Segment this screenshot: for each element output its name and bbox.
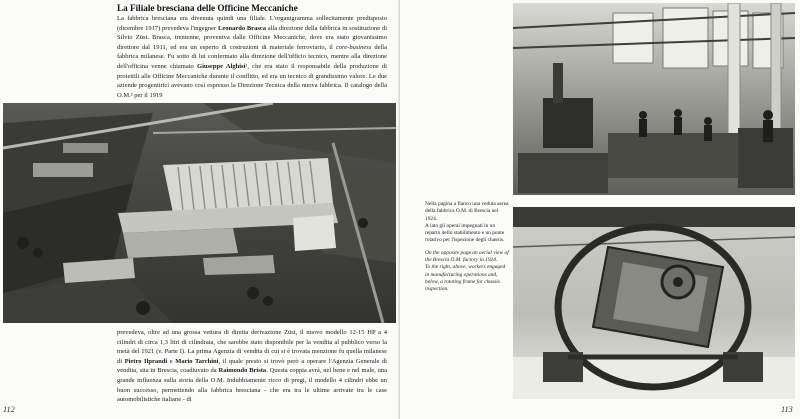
text-run: prevedeva, oltre ad una grossa vettura di diretta derivazione Züst, il nuovo modello 12-15 HP a 4 cilindri di circa 1,3 litri di cilindrata, che sarebbe stato disponibile per la vendita al pubblico verso la metà del 1921 (v. Parte I). La prima Agenzia di vendita di cui si è trovata menzione fu quella milanese di [117,329,387,365]
text-run: Pietro Ilprandi [124,357,168,365]
workshop-photo [513,3,795,195]
caption-english: On the opposite page an aerial view of the Brescia O.M. factory in 1924. To the right, above, workers engaged in manufacturing operations and, below, a rotating frame for chassis inspection. [425,249,509,293]
section-title: La Filiale bresciana delle Officine Meccaniche [117,3,298,13]
text-run: , il quale presto si trovò però a operare l'Agenzia Generale di vendita, sita in Brescia, coadiuvato da [117,357,387,375]
text-run: Giuseppe Alghisi [197,62,246,70]
page-number-right: 113 [781,405,793,414]
text-run: della fabbrica milanese. Fu sotto di lui confermato alla direzione dell'ufficio tecnico, mentre alla direzione dell'officina venne chiamato [117,43,387,70]
text-run: Leonardo Brasca [218,24,266,32]
text-run: . Questa coppia avrà, nel bene e nel male, una grande influenza sulla storia della O.M. Indubbiamente ricco di pregi, il modello 4 cilindri ebbe un buon successo, permettendo alla fabbrica bresciana - che era tra le ultime arrivate tra le case automobilistiche italiane - di [117,367,387,404]
rotating-frame-photo [513,207,795,399]
text-run: La fabbrica bresciana era divenuta quindi una filiale. L'organigramma sollecitamente predisposto (dicembre 1917) prevedeva l'ingegner [117,15,387,32]
text-run: ¹, che era stato il responsabile della produzione di proiettili alle Officine Meccaniche durante il conflitto, ed era un tecnico di grandissimo valore. Le due aziende progenitrici avevano così espresso la Direzione Tecnica della nuova fabbrica. Il catalogo della O.M.² per il 1919 [117,62,387,99]
aerial-factory-photo [3,103,396,323]
text-run: Raimondo Brista [218,367,267,375]
text-run: e [167,357,176,365]
body-text-bottom [117,328,387,405]
body-text-top [117,14,387,100]
page-number-left: 112 [3,405,15,414]
caption-italian: Nella pagina a fianco una veduta aerea della fabbrica O.M. di Brescia nel 1924. A lato gli operai impegnati in un reparto dello stabilimento e un ponte rotativo per l'ispezione degli chassis. [425,201,509,244]
text-run: core-business [335,43,372,51]
photo-caption [425,201,510,294]
text-run: Mario Tarchini [175,357,219,365]
text-run: alla direzione della fabbrica in sostituzione di Silvio Züst. Brasca, trentenne, proveniva dalle Officine Meccaniche, dove era stato giovanissimo direttore dal 1911, ed era un esperto di costruzioni di materiale ferroviario, il [117,24,387,51]
right-page [400,0,800,419]
